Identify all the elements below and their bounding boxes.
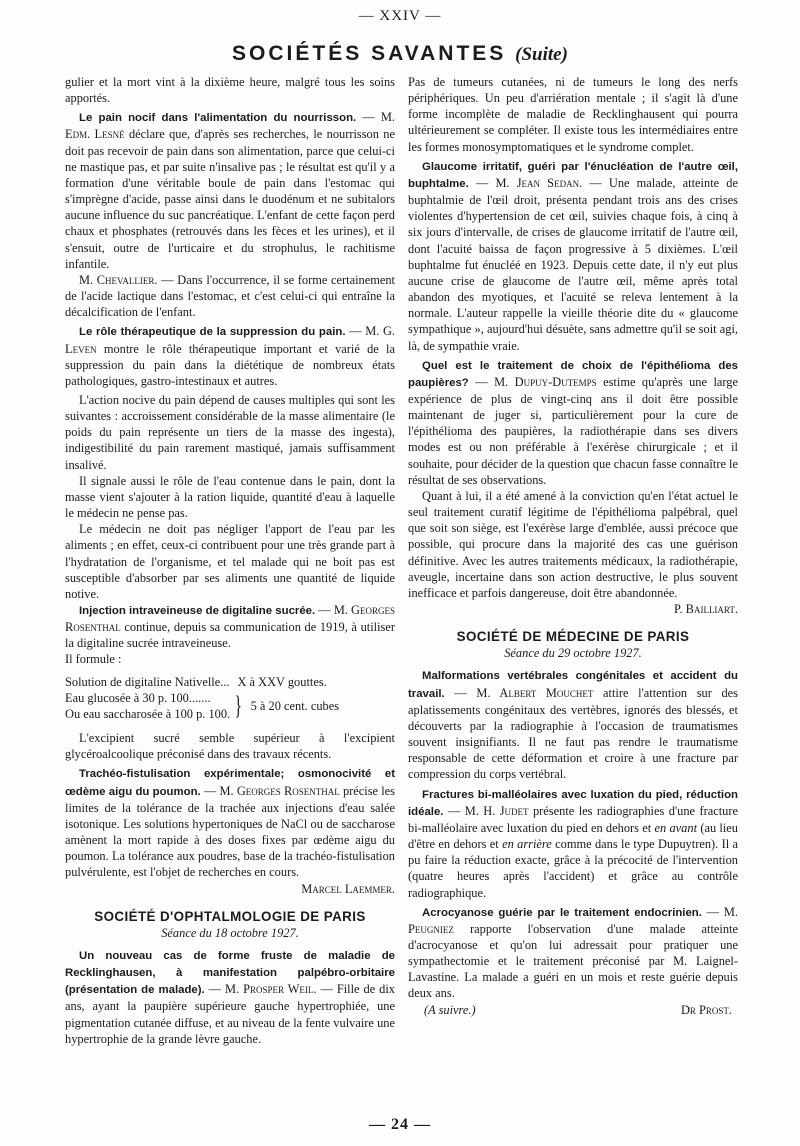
author-name: M. G. Leven [65,324,395,356]
author-name: M. Chevallier. [79,272,158,287]
author-name: M. Prosper Weil. [225,982,317,997]
article-malformations: Malformations vertébrales congénitales et accident du travail. — M. Albert Mouchet attire l'attention sur des aplatissements congénitaux des vertèbres, ignorés des blessés, et découverts par la radiographie à l'occasion de traumatismes souvent insignifiants. Il ne faut pas rendre le traumatisme responsable de cette déformation et croire à une fracture par compression du corps vertébral. [408,670,738,782]
running-title-text: SOCIÉTÉS SAVANTES [232,42,507,65]
article-heading: Le rôle thérapeutique de la suppression du pain. [79,326,346,339]
formula-alternatives [65,690,230,722]
paragraph: L'excipient sucré semble supérieur à l'excipient glycéroalcoolique préconisé dans des travaux récents. [65,731,395,762]
formula-row [65,674,395,690]
paragraph: gulier et la mort vint à la dixième heure, malgré tous les soins apportés. [65,75,395,106]
article-text: présente les radiographies d'une fracture bi-malléolaire avec luxation du pied en dehors et [408,803,738,835]
article-text: — Fille de dix ans, ayant la paupière supérieure gauche hypertrophiée, une pigmentation cutanée diffuse, et au niveau de la fente vulvaire une hypertrophie de la grande lèvre gauche. [65,982,395,1046]
closing-line [408,1002,738,1018]
article-heading: Injection intraveineuse de digitaline sucrée. [79,605,316,617]
article-heading: Le pain nocif dans l'alimentation du nourrisson. [79,112,357,125]
society-heading: SOCIÉTÉ D'OPHTALMOLOGIE DE PARIS [94,908,366,924]
article-text: attire l'attention sur des aplatissements congénitaux des vertèbres, ignorés des blessés, et découverts par la radiographie à l'occasion de traumatismes souvent insignifiants. Il ne faut pas rendre le traumatisme responsable de cette déformation et croire à une fracture par compression du corps vertébral. [408,685,738,782]
running-title [0,42,800,66]
article-pain-nocif: Le pain nocif dans l'alimentation du nourrisson. — M. Edm. Lesné déclare que, d'après ses recherches, le nourrisson ne doit pas recevoir de pain dans son alimentation, parce que celui-ci ne mastique pas, et par suite n'insalive pas ; le résultat est qu'il y a formation d'une véritable boule de pain dans l'estomac qui s'imprègne d'acide, passe ainsi dans le duodénum et ne subitalors aucune influence du suc pancréatique. L'enfant de cette façon perd chaux et phosphates (retrouvés dans les fèces et les urines), et il s'ensuit, outre de l'urticaire et du strophulus, le rachitisme infantile. [65,110,395,271]
signature: Marcel Laemmer. [301,881,395,896]
author-name: M. Peugniez [408,904,738,936]
article-text-italic: en arrière [502,837,552,852]
article-remark [65,272,395,320]
article-text-italic: en avant [654,820,698,835]
formula-dose: X à XXV gouttes. [237,674,327,689]
author-name: M. Jean Sedan. [495,175,583,190]
author-name: M. H. Judet [464,803,529,818]
article-digitaline: Injection intraveineuse de digitaline sucrée. — M. Georges Rosenthal continue, depuis sa communication de 1919, à utiliser la digitaline sucrée intraveineuse. [65,603,395,651]
article-text: montre le rôle thérapeutique important et varié de la suppression du pain dans la diététique de nombreux états pathologiques, gastro-intestinaux et autres. [65,341,395,388]
paragraph: Il signale aussi le rôle de l'eau contenue dans le pain, dont la masse vient s'ajouter à la ration liquide, quantité d'eau à laquelle le médecin ne pense pas. [65,473,395,521]
formula-ingredient: Solution de digitaline Nativelle... [65,674,230,689]
article-text: (au lieu d'être en dehors et [408,820,739,852]
brace-glyph: } [234,690,243,720]
seance-date: Séance du 29 octobre 1927. [504,646,642,661]
seance-date: Séance du 18 octobre 1927. [161,925,299,940]
formula-ingredient: Ou eau saccharosée à 100 p. 100. [65,706,231,721]
article-glaucome: Glaucome irritatif, guéri par l'énucléation de l'autre œil, buphtalme. — M. Jean Sedan. — Une malade, atteinte de buphtalmie de l'œil droit, présenta pendant trois ans des crises violentes d'hypertension de cet œil, suivies chaque fois, à cinq à six jours d'intervalle, de crises de glaucome irritatif de l'autre œil, dont l'acuité baissa de façon progressive à 5 dixièmes. L'œil buphtalme fut énucléé en 1923. Depuis cette date, il n'y eut plus aucune crise de glaucome de l'autre œil, même après total abandon des myotiques, et l'acuité se releva lentement à la normale. L'auteur rappelle la vieille théorie dite du « glaucome sympathique », aujourd'hui désuète, sans admettre qu'il se soit agi, là, de sympathie vraie. [408,160,738,353]
paragraph: Quant à lui, il a été amené à la conviction qu'en l'état actuel le seul traitement curatif légitime de l'épithélioma palpébral, quel que soit son siège, est l'exérèse large d'emblée, aussi précoce que possible, qui procure dans la majorité des cas une guérison définitive. Avec les autres traitements médicaux, la radiothérapie, aveugle, incertaine dans son action destructive, le plus souvent inefficace et parfois dangereuse, doit être abandonnée. [408,488,738,600]
article-text: comme dans le type Dupuytren). Il a pu faire la réduction exacte, grâce à la précocité de l'intervention (quatre heures après l'accident) et grâce au contrôle radiographique. [408,837,739,900]
paragraph: L'action nocive du pain dépend de causes multiples qui sont les suivantes : accroissement considérable de la masse alimentaire (le poids du pain représente un tiers de la masse des ingesta), indigestibilité du pain rarement mastiqué, jamais suffisamment insalivé. [65,392,395,472]
signature: Dr Prost. [680,1002,732,1017]
article-acrocyanose: Acrocyanose guérie par le traitement endocrinien. — M. Peugniez rapporte l'observation d'une malade atteinte d'acrocyanose et qu'on lui adressait pour pratiquer une sympathectomie et le traitement préconisé par M. Laignel-Lavastine. La malade a guéri en un mois et reste guérie depuis deux ans. [408,904,738,1001]
society-heading: SOCIÉTÉ DE MÉDECINE DE PARIS [456,629,690,645]
article-heading: Fractures bi-malléolaires avec luxation du pied, réduction idéale. [408,788,738,818]
article-heading: Un nouveau cas de forme fruste de maladie de Recklinghausen, à manifestation palpébro-orbitaire (présentation de malade). [65,949,395,997]
article-text: — Dans l'occurrence, il se forme certainement de l'acide lactique dans l'estomac, et c'est celui-ci qui entraîne la décalcification de l'enfant. [65,272,396,320]
formula-label: Il formule : [65,652,122,667]
page-number: — 24 — [369,1116,431,1133]
article-text: estime qu'après une large expérience de plus de vingt-cinq ans il doit être possible maintenant de juger si, particulièrement pour la cure de l'épithélioma des paupières, la radiothérapie dans ses divers modes est ou non préférable à l'exérèse chirurgicale ; et il souhaite, pour décider de la question que chacun fasse connaître le résultat de ses observations. [408,374,738,487]
signature: P. Bailliart. [673,602,738,616]
article-heading: Trachéo-fistulisation expérimentale; osmonocivité et œdème aigu du poumon. [65,768,395,798]
formula-block [65,674,395,722]
paragraph: Le médecin ne doit pas négliger l'apport de l'eau par les aliments ; en effet, ceux-ci contribuent pour une très grande part à l'hydratation de l'organisme, et tel malade qui ne boit pas est susceptible d'absorber par ses aliments une quantité de liquide notive. [65,522,395,601]
formula-brace-group [65,690,395,722]
right-column [408,74,738,1018]
author-name: M. Dupuy-Dutemps [494,374,597,389]
formula-dose: 5 à 20 cent. cubes [250,698,340,713]
author-name: M. Edm. Lesné [65,110,395,142]
article-text: rapporte l'observation d'une malade atteinte d'acrocyanose et qu'on lui adressait pour pratiquer une sympathectomie et le traitement préconisé par M. Laignel-Lavastine. La malade a guéri en un mois et reste guérie depuis deux ans. [408,921,738,1001]
article-recklinghausen: Un nouveau cas de forme fruste de maladie de Recklinghausen, à manifestation palpébro-orbitaire (présentation de malade). — M. Prosper Weil. — Fille de dix ans, ayant la paupière supérieure gauche hypertrophiée, une pigmentation cutanée diffuse, et au niveau de la fente vulvaire une hypertrophie de la grande lèvre gauche. [65,949,395,1046]
article-epithelioma: Quel est le traitement de choix de l'épithélioma des paupières? — M. Dupuy-Dutemps estime qu'après une large expérience de plus de vingt-cinq ans il doit être possible maintenant de juger si, particulièrement pour la cure de l'épithélioma des paupières, la radiothérapie dans ses divers modes est ou non préférable à l'exérèse chirurgicale ; et il souhaite, pour décider de la question que chacun fasse connaître le résultat de ses observations. [408,359,738,487]
left-column [65,74,395,1047]
article-heading: Quel est le traitement de choix de l'épithélioma des paupières? [408,359,738,389]
article-text: continue, depuis sa communication de 1919, à utiliser la digitaline sucrée intraveineuse. [65,620,395,651]
article-fractures: Fractures bi-malléolaires avec luxation du pied, réduction idéale. — M. H. Judet présente les radiographies d'une fracture bi-malléolaire avec luxation du pied en dehors et en avant (au lieu d'être en dehors et en arrière comme dans le type Dupuytren). Il a pu faire la réduction exacte, grâce à la précocité de l'intervention (quatre heures après l'accident) et grâce au contrôle radiographique. [408,788,739,900]
author-name: M. Georges Rosenthal [219,783,340,798]
article-heading: Glaucome irritatif, guéri par l'énucléation de l'autre œil, buphtalme. [408,160,738,190]
paragraph: Pas de tumeurs cutanées, ni de tumeurs le long des nerfs périphériques. Un peu d'arriération mentale ; il s'agit là d'une forme incomplète de maladie de Recklinghausent qui pourra ultérieurement se compléter. Il existe tous les intermédiaires entre les formes monosymptomatiques et le syndrome complet. [408,75,738,154]
author-name: M. Georges Rosenthal [65,603,395,635]
to-be-continued: (A suivre.) [424,1002,476,1017]
author-name: M. Albert Mouchet [476,685,594,700]
article-text: — Une malade, atteinte de buphtalmie de l'œil droit, présenta pendant trois ans des crises violentes d'hypertension de cet œil, suivies chaque fois, à cinq à six jours d'intervalle, de crises de glaucome irritatif de l'autre œil, dont l'acuité baissa de façon progressive à 5 dixièmes. L'œil buphtalme fut énucléé en 1923. Depuis cette date, il n'y eut plus aucune crise de glaucome de l'autre œil, même après total abandon des myotiques, et l'acuité se releva lentement à la normale. L'auteur rappelle la vieille théorie dite du « glaucome sympathique », aujourd'hui désuète, sans admettre qu'il se soit agi, là, de sympathie vraie. [408,175,738,353]
article-role-therapeutique: Le rôle thérapeutique de la suppression du pain. — M. G. Leven montre le rôle thérapeutique important et varié de la suppression du pain dans la diététique de nombreux états pathologiques, gastro-intestinaux et autres. [65,324,395,388]
page-roman-numeral: — XXIV — [358,8,442,24]
running-title-suffix: (Suite) [515,44,568,65]
article-tracheo: Trachéo-fistulisation expérimentale; osmonocivité et œdème aigu du poumon. — M. Georges Rosenthal précise les limites de la tolérance de la trachée aux injections d'eau salée isotonique. Les solutions hypertoniques de NaCl ou de saccharose amènent la mort rapide à des doses fixes par œdème aigu du poumon. La tolérance aux poudres, base de la trachéo-fistulisation pulvérulente, est l'objet de recherches en cours. [65,768,395,880]
article-text: déclare que, d'après ses recherches, le nourrisson ne doit pas recevoir de pain dans son alimentation, parce que celui-ci ne mastique pas, et par suite n'insalive pas ; le résultat est qu'il y a formation d'une véritable boule de pain dans l'estomac qui s'imprègne d'acide, passe ainsi dans le duodénum et ne subitalors aucune influence du suc pancréatique. L'enfant de cette façon perd chaux et phosphates (retrouvés dans les fèces et les urines), et il s'ensuit, outre de l'urticaire et du strophulus, le rachitisme infantile. [65,127,395,271]
article-heading: Acrocyanose guérie par le traitement endocrinien. [422,906,702,919]
article-text: précise les limites de la tolérance de la trachée aux injections d'eau salée isotonique. Les solutions hypertoniques de NaCl ou de saccharose amènent la mort rapide à des doses fixes par œdème aigu du poumon. La tolérance aux poudres, base de la trachéo-fistulisation pulvérulente, est l'objet de recherches en cours. [65,783,395,880]
article-heading: Malformations vertébrales congénitales et accident du travail. [408,670,738,700]
formula-ingredient: Eau glucosée à 30 p. 100....... [65,690,211,705]
